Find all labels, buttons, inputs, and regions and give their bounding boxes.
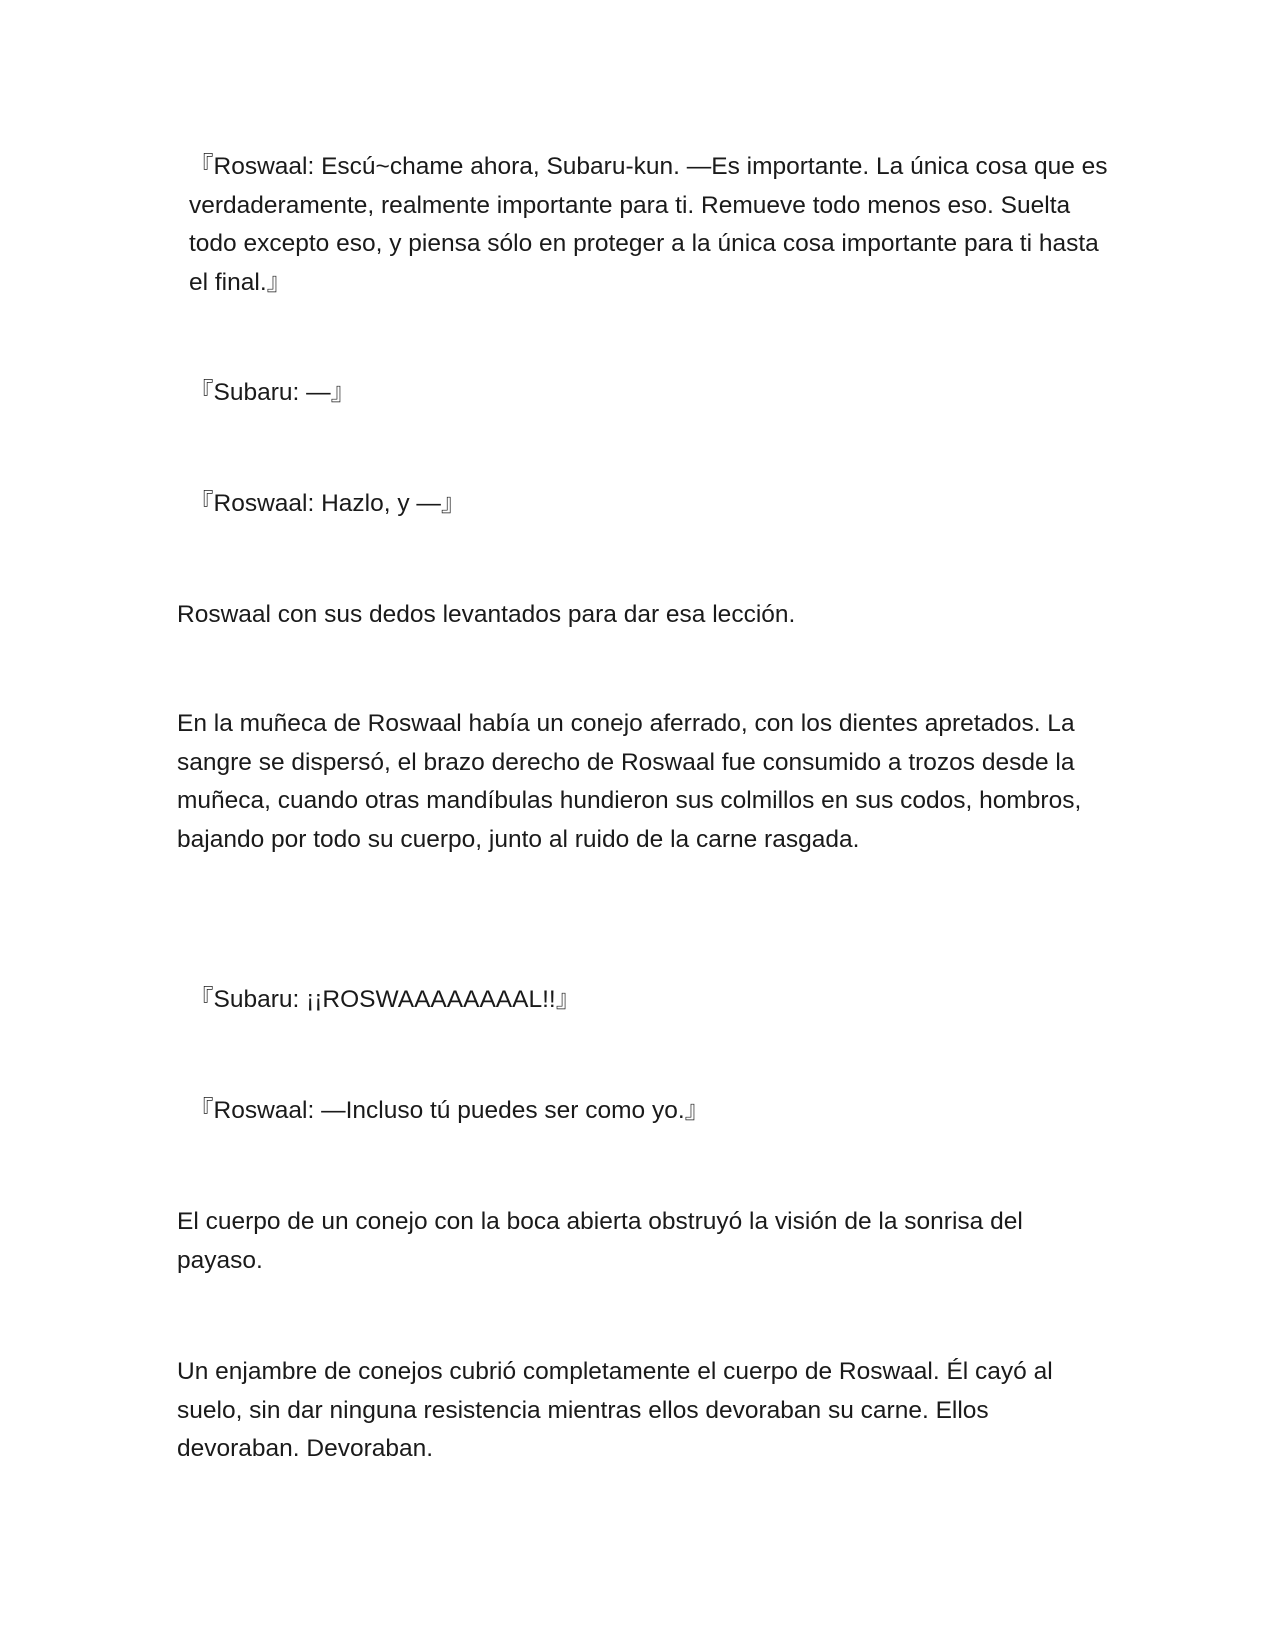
narration-fingers-raised: Roswaal con sus dedos levantados para dar esa lección. xyxy=(177,601,796,628)
dialogue-roswaal-listen: 『Roswaal: Escú~chame ahora, Subaru-kun. —Es importante. La única cosa que es verdaderamente, realmente importante para ti. Remueve todo menos eso. Suelta todo excepto eso, y piensa sólo en proteger a la única cosa importante para ti hasta el final.』 xyxy=(189,153,1108,296)
dialogue-roswaal-do-it: 『Roswaal: Hazlo, y —』 xyxy=(189,490,466,517)
dialogue-subaru-silence: 『Subaru: —』 xyxy=(189,379,356,406)
narration-rabbit-mouth: El cuerpo de un conejo con la boca abierta obstruyó la visión de la sonrisa del payaso. xyxy=(177,1208,1023,1274)
dialogue-roswaal-like-me: 『Roswaal: —Incluso tú puedes ser como yo.』 xyxy=(189,1097,710,1124)
narration-swarm: Un enjambre de conejos cubrió completamente el cuerpo de Roswaal. Él cayó al suelo, sin dar ninguna resistencia mientras ellos devoraban su carne. Ellos devoraban. Devoraban. xyxy=(177,1358,1053,1462)
dialogue-subaru-scream: 『Subaru: ¡¡ROSWAAAAAAAAL!!』 xyxy=(189,986,581,1013)
narration-rabbit-wrist: En la muñeca de Roswaal había un conejo aferrado, con los dientes apretados. La sangre se dispersó, el brazo derecho de Roswaal fue consumido a trozos desde la muñeca, cuando otras mandíbulas hundieron sus colmillos en sus codos, hombros, bajando por todo su cuerpo, junto al ruido de la carne rasgada. xyxy=(177,710,1082,853)
